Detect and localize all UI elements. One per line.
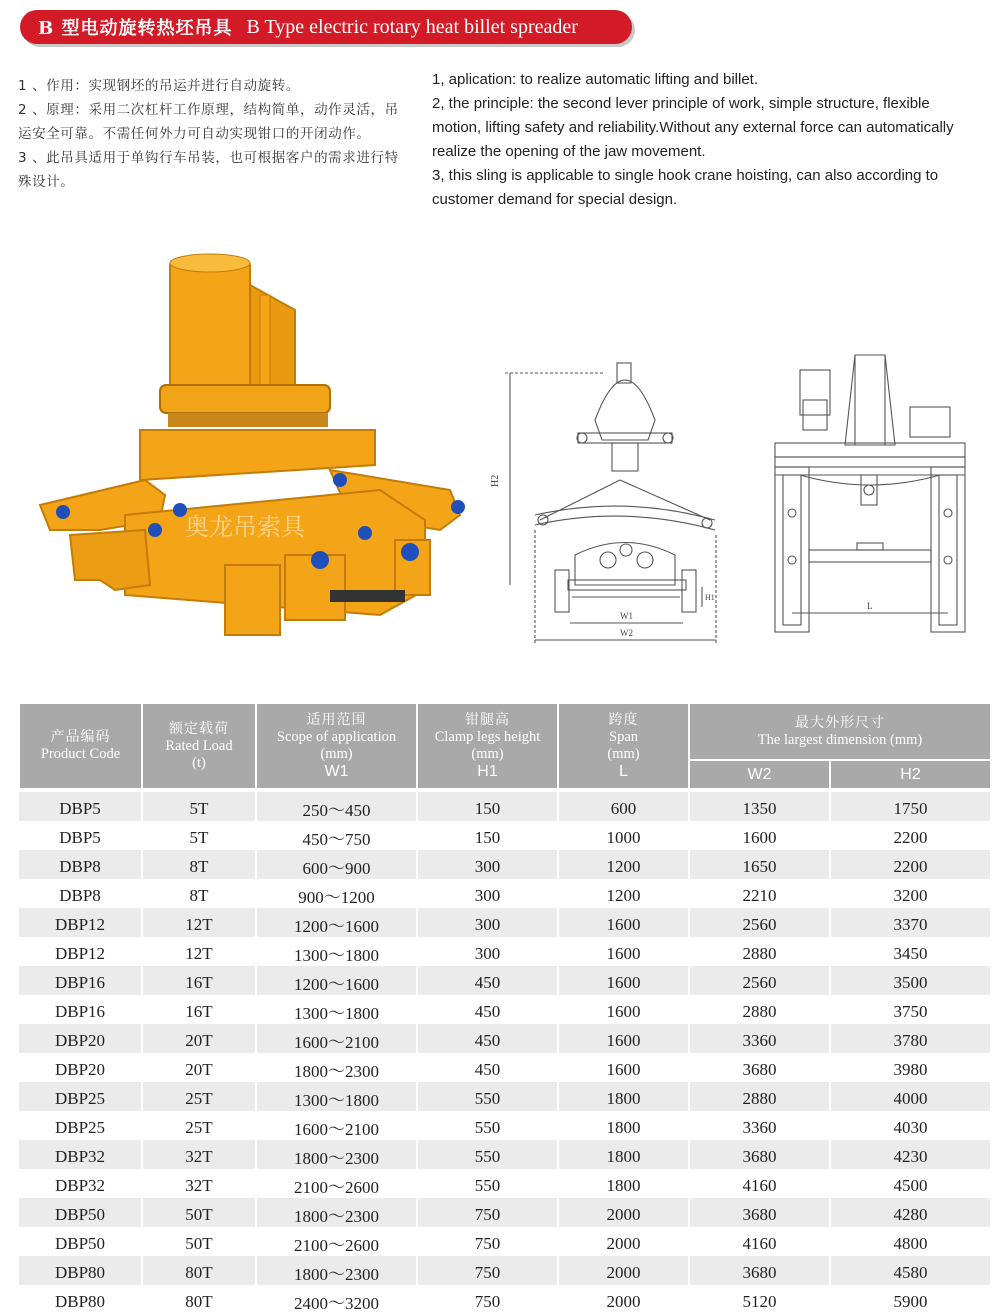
cell-product-code: DBP32 bbox=[19, 1169, 142, 1198]
cell-product-code: DBP16 bbox=[19, 966, 142, 995]
cell-span-l: 1200 bbox=[558, 850, 689, 879]
title-banner bbox=[20, 10, 632, 44]
cell-dim-h2: 3370 bbox=[830, 908, 991, 937]
cell-scope-w1: 600～900 bbox=[256, 850, 417, 879]
cell-dim-w2: 3680 bbox=[689, 1198, 830, 1227]
cell-dim-h2: 4800 bbox=[830, 1227, 991, 1256]
cell-rated-load: 50T bbox=[142, 1198, 256, 1227]
cell-scope-w1: 1800～2300 bbox=[256, 1256, 417, 1285]
cell-rated-load: 50T bbox=[142, 1227, 256, 1256]
cell-product-code: DBP32 bbox=[19, 1140, 142, 1169]
cell-rated-load: 80T bbox=[142, 1256, 256, 1285]
cell-span-l: 600 bbox=[558, 790, 689, 821]
label-w2: W2 bbox=[620, 628, 633, 638]
cell-dim-w2: 2560 bbox=[689, 908, 830, 937]
cell-clamp-h1: 450 bbox=[417, 1053, 558, 1082]
table-row bbox=[19, 879, 991, 908]
cell-clamp-h1: 550 bbox=[417, 1169, 558, 1198]
header-load-en: Rated Load bbox=[165, 737, 233, 754]
cell-dim-w2: 2560 bbox=[689, 966, 830, 995]
cell-span-l: 1800 bbox=[558, 1111, 689, 1140]
cell-clamp-h1: 750 bbox=[417, 1285, 558, 1314]
table-row bbox=[19, 1082, 991, 1111]
cell-span-l: 2000 bbox=[558, 1227, 689, 1256]
cell-dim-h2: 3980 bbox=[830, 1053, 991, 1082]
cell-rated-load: 5T bbox=[142, 790, 256, 821]
spec-table bbox=[18, 702, 992, 1314]
cell-dim-w2: 3680 bbox=[689, 1140, 830, 1169]
cell-clamp-h1: 750 bbox=[417, 1227, 558, 1256]
product-photo bbox=[30, 255, 470, 655]
title-cn: B 型电动旋转热坯吊具 bbox=[38, 18, 233, 39]
cell-dim-w2: 5120 bbox=[689, 1285, 830, 1314]
cell-scope-w1: 2400～3200 bbox=[256, 1285, 417, 1314]
cell-dim-h2: 4580 bbox=[830, 1256, 991, 1285]
cell-dim-h2: 5900 bbox=[830, 1285, 991, 1314]
table-row bbox=[19, 1024, 991, 1053]
cell-product-code: DBP25 bbox=[19, 1111, 142, 1140]
cell-dim-w2: 3360 bbox=[689, 1111, 830, 1140]
intro-en bbox=[432, 68, 980, 212]
cell-span-l: 1000 bbox=[558, 821, 689, 850]
cell-span-l: 1600 bbox=[558, 966, 689, 995]
cell-product-code: DBP20 bbox=[19, 1024, 142, 1053]
header-clamp-sym: H1 bbox=[477, 763, 498, 780]
cell-clamp-h1: 550 bbox=[417, 1140, 558, 1169]
cell-scope-w1: 1200～1600 bbox=[256, 908, 417, 937]
label-h2: H2 bbox=[490, 474, 501, 487]
cell-product-code: DBP8 bbox=[19, 879, 142, 908]
cell-dim-h2: 3780 bbox=[830, 1024, 991, 1053]
cell-scope-w1: 1300～1800 bbox=[256, 995, 417, 1024]
cell-dim-h2: 4000 bbox=[830, 1082, 991, 1111]
label-l: L bbox=[867, 601, 873, 611]
cell-rated-load: 16T bbox=[142, 995, 256, 1024]
cell-clamp-h1: 300 bbox=[417, 850, 558, 879]
table-row bbox=[19, 1053, 991, 1082]
table-row bbox=[19, 1169, 991, 1198]
cell-dim-w2: 2880 bbox=[689, 1082, 830, 1111]
cell-scope-w1: 1800～2300 bbox=[256, 1198, 417, 1227]
label-w1: W1 bbox=[620, 611, 633, 621]
cell-scope-w1: 1300～1800 bbox=[256, 1082, 417, 1111]
header-code-cn: 产品编码 bbox=[50, 729, 111, 745]
cell-product-code: DBP5 bbox=[19, 821, 142, 850]
cell-clamp-h1: 750 bbox=[417, 1198, 558, 1227]
cell-product-code: DBP25 bbox=[19, 1082, 142, 1111]
header-scope-en: Scope of application bbox=[276, 729, 397, 745]
header-clamp-cn: 钳腿高 bbox=[465, 712, 510, 728]
cell-rated-load: 25T bbox=[142, 1082, 256, 1111]
cell-rated-load: 12T bbox=[142, 937, 256, 966]
table-row bbox=[19, 966, 991, 995]
intro-en-item-3: 3, this sling is applicable to single hook crane hoisting, can also according to customer demand for special design. bbox=[432, 167, 939, 208]
cell-scope-w1: 2100～2600 bbox=[256, 1227, 417, 1256]
header-clamp-height bbox=[417, 703, 558, 790]
cell-span-l: 1600 bbox=[558, 1024, 689, 1053]
cell-product-code: DBP80 bbox=[19, 1256, 142, 1285]
intro-cn bbox=[18, 74, 410, 194]
header-span-cn: 跨度 bbox=[608, 712, 639, 728]
cell-dim-h2: 4030 bbox=[830, 1111, 991, 1140]
cell-scope-w1: 2100～2600 bbox=[256, 1169, 417, 1198]
cell-dim-h2: 1750 bbox=[830, 790, 991, 821]
cell-span-l: 1600 bbox=[558, 908, 689, 937]
header-span-sym: L bbox=[619, 763, 628, 780]
header-span bbox=[558, 703, 689, 790]
cell-clamp-h1: 550 bbox=[417, 1082, 558, 1111]
intro-en-item-2: 2, the principle: the second lever principle of work, simple structure, flexible motion, lifting safety and reliability.Without any external force can automatically realize the opening of the jaw movement. bbox=[432, 95, 954, 160]
spec-table-body bbox=[19, 790, 991, 1314]
cell-dim-w2: 4160 bbox=[689, 1227, 830, 1256]
cell-dim-h2: 4280 bbox=[830, 1198, 991, 1227]
header-scope-sym: W1 bbox=[324, 763, 349, 780]
cell-span-l: 1600 bbox=[558, 1053, 689, 1082]
cell-dim-h2: 4500 bbox=[830, 1169, 991, 1198]
table-row bbox=[19, 1256, 991, 1285]
cell-dim-w2: 1350 bbox=[689, 790, 830, 821]
cell-dim-h2: 3500 bbox=[830, 966, 991, 995]
table-row bbox=[19, 1198, 991, 1227]
cell-product-code: DBP20 bbox=[19, 1053, 142, 1082]
header-scope-cn: 适用范围 bbox=[306, 712, 367, 728]
cell-dim-h2: 3200 bbox=[830, 879, 991, 908]
intro-en-item-1: 1, aplication: to realize automatic lifting and billet. bbox=[432, 71, 759, 88]
cell-product-code: DBP12 bbox=[19, 908, 142, 937]
cell-clamp-h1: 750 bbox=[417, 1256, 558, 1285]
cell-clamp-h1: 300 bbox=[417, 937, 558, 966]
cell-dim-w2: 1600 bbox=[689, 821, 830, 850]
cell-scope-w1: 1200～1600 bbox=[256, 966, 417, 995]
header-load-cn: 额定载荷 bbox=[169, 720, 229, 737]
header-dim-en: The largest dimension (mm) bbox=[757, 731, 923, 748]
side-view-drawing bbox=[755, 345, 985, 645]
cell-span-l: 2000 bbox=[558, 1285, 689, 1314]
intro-cn-item-2: 2 、原理：采用二次杠杆工作原理，结构简单，动作灵活，吊运安全可靠。不需任何外力可自动实现钳口的开闭动作。 bbox=[18, 102, 399, 142]
cell-span-l: 1800 bbox=[558, 1169, 689, 1198]
cell-rated-load: 80T bbox=[142, 1285, 256, 1314]
table-row bbox=[19, 1140, 991, 1169]
cell-dim-w2: 4160 bbox=[689, 1169, 830, 1198]
cell-dim-h2: 3450 bbox=[830, 937, 991, 966]
cell-product-code: DBP16 bbox=[19, 995, 142, 1024]
cell-rated-load: 12T bbox=[142, 908, 256, 937]
cell-scope-w1: 1600～2100 bbox=[256, 1111, 417, 1140]
cell-dim-w2: 2880 bbox=[689, 995, 830, 1024]
header-h2-label: H2 bbox=[900, 766, 921, 783]
header-w2 bbox=[689, 760, 830, 790]
table-row bbox=[19, 850, 991, 879]
cell-rated-load: 32T bbox=[142, 1169, 256, 1198]
header-dim-cn: 最大外形尺寸 bbox=[795, 714, 885, 731]
cell-clamp-h1: 450 bbox=[417, 995, 558, 1024]
cell-clamp-h1: 150 bbox=[417, 790, 558, 821]
cell-dim-h2: 2200 bbox=[830, 821, 991, 850]
cell-clamp-h1: 300 bbox=[417, 879, 558, 908]
cell-rated-load: 8T bbox=[142, 879, 256, 908]
label-h1: H1 bbox=[705, 593, 715, 602]
cell-product-code: DBP8 bbox=[19, 850, 142, 879]
front-view-drawing bbox=[480, 345, 730, 650]
header-span-en: Span bbox=[609, 729, 638, 745]
photo-watermark: 奥龙吊索具 bbox=[185, 513, 305, 541]
header-scope bbox=[256, 703, 417, 790]
table-row bbox=[19, 1227, 991, 1256]
cell-rated-load: 20T bbox=[142, 1024, 256, 1053]
cell-rated-load: 32T bbox=[142, 1140, 256, 1169]
cell-dim-w2: 3680 bbox=[689, 1256, 830, 1285]
table-row bbox=[19, 1285, 991, 1314]
cell-clamp-h1: 300 bbox=[417, 908, 558, 937]
cell-dim-h2: 4230 bbox=[830, 1140, 991, 1169]
title-en: B Type electric rotary heat billet spreader bbox=[246, 15, 578, 38]
cell-scope-w1: 1600～2100 bbox=[256, 1024, 417, 1053]
cell-product-code: DBP50 bbox=[19, 1198, 142, 1227]
cell-product-code: DBP80 bbox=[19, 1285, 142, 1314]
cell-dim-w2: 3680 bbox=[689, 1053, 830, 1082]
cell-span-l: 1600 bbox=[558, 995, 689, 1024]
cell-scope-w1: 1800～2300 bbox=[256, 1053, 417, 1082]
header-largest-dimension bbox=[689, 703, 991, 760]
cell-rated-load: 16T bbox=[142, 966, 256, 995]
cell-dim-w2: 2880 bbox=[689, 937, 830, 966]
table-row bbox=[19, 908, 991, 937]
cell-rated-load: 25T bbox=[142, 1111, 256, 1140]
header-rated-load bbox=[142, 703, 256, 790]
cell-rated-load: 20T bbox=[142, 1053, 256, 1082]
table-row bbox=[19, 821, 991, 850]
header-w2-label: W2 bbox=[747, 766, 772, 783]
header-span-unit: (mm) bbox=[607, 746, 640, 762]
cell-rated-load: 8T bbox=[142, 850, 256, 879]
table-row bbox=[19, 1111, 991, 1140]
intro-cn-item-3: 3 、此吊具适用于单钩行车吊装，也可根据客户的需求进行特殊设计。 bbox=[18, 150, 399, 190]
cell-span-l: 1800 bbox=[558, 1140, 689, 1169]
cell-dim-w2: 2210 bbox=[689, 879, 830, 908]
cell-span-l: 1600 bbox=[558, 937, 689, 966]
cell-scope-w1: 1800～2300 bbox=[256, 1140, 417, 1169]
cell-dim-w2: 3360 bbox=[689, 1024, 830, 1053]
header-load-unit: (t) bbox=[192, 754, 206, 771]
cell-scope-w1: 1300～1800 bbox=[256, 937, 417, 966]
table-row bbox=[19, 790, 991, 821]
header-h2 bbox=[830, 760, 991, 790]
cell-dim-h2: 3750 bbox=[830, 995, 991, 1024]
cell-scope-w1: 900～1200 bbox=[256, 879, 417, 908]
cell-span-l: 2000 bbox=[558, 1198, 689, 1227]
cell-dim-w2: 1650 bbox=[689, 850, 830, 879]
cell-rated-load: 5T bbox=[142, 821, 256, 850]
table-row bbox=[19, 937, 991, 966]
cell-product-code: DBP5 bbox=[19, 790, 142, 821]
cell-dim-h2: 2200 bbox=[830, 850, 991, 879]
cell-clamp-h1: 550 bbox=[417, 1111, 558, 1140]
header-clamp-en: Clamp legs height bbox=[434, 729, 541, 745]
header-code-en: Product Code bbox=[40, 746, 121, 762]
cell-span-l: 1800 bbox=[558, 1082, 689, 1111]
header-product-code bbox=[19, 703, 142, 790]
cell-product-code: DBP50 bbox=[19, 1227, 142, 1256]
cell-scope-w1: 450～750 bbox=[256, 821, 417, 850]
cell-clamp-h1: 450 bbox=[417, 966, 558, 995]
cell-product-code: DBP12 bbox=[19, 937, 142, 966]
intro-cn-item-1: 1 、作用：实现钢坯的吊运并进行自动旋转。 bbox=[18, 78, 300, 94]
cell-clamp-h1: 450 bbox=[417, 1024, 558, 1053]
cell-scope-w1: 250～450 bbox=[256, 790, 417, 821]
cell-clamp-h1: 150 bbox=[417, 821, 558, 850]
cell-span-l: 1200 bbox=[558, 879, 689, 908]
header-clamp-unit: (mm) bbox=[471, 746, 504, 762]
table-row bbox=[19, 995, 991, 1024]
cell-span-l: 2000 bbox=[558, 1256, 689, 1285]
spreader-illustration bbox=[40, 254, 465, 635]
header-scope-unit: (mm) bbox=[320, 746, 353, 762]
